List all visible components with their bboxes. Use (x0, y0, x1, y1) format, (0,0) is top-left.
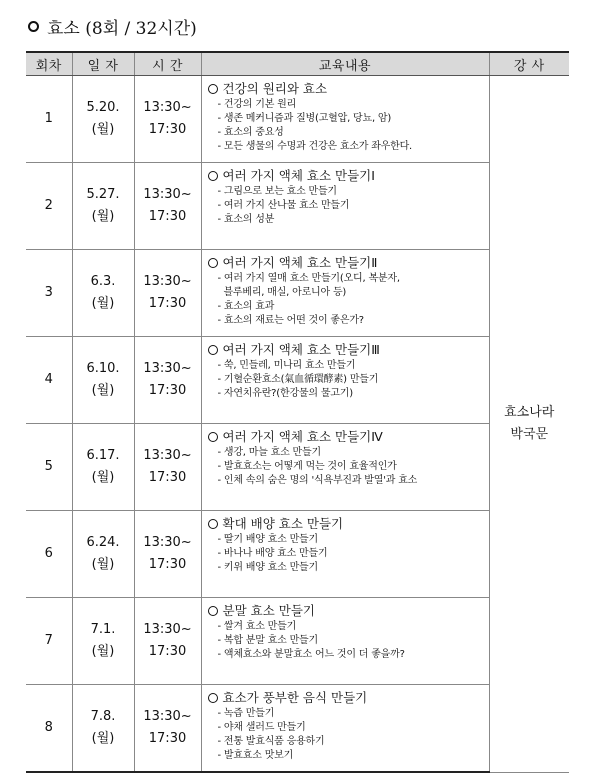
content-item: - 인체 속의 숨은 명의 '식욕부진과 발열'과 효소 (217, 475, 418, 486)
content-item: - 효소의 재료는 어떤 것이 좋은가? (217, 315, 364, 326)
content-cell (201, 424, 489, 511)
content-item: - 녹즙 만들기 (217, 708, 275, 719)
session-number: 5 (26, 424, 72, 511)
circle-bullet-icon (208, 606, 218, 616)
start-time: 13:30~ (143, 274, 192, 289)
content-title-text: 확대 배양 효소 만들기 (222, 516, 344, 531)
start-time: 13:30~ (143, 535, 192, 550)
content-title-text: 여러 가지 액체 효소 만들기Ⅳ (222, 429, 383, 444)
content-title-text: 효소가 풍부한 음식 만들기 (222, 690, 368, 705)
content-item: - 여러 가지 열매 효소 만들기(오디, 복분자, (217, 273, 400, 284)
date-cell (72, 337, 134, 424)
content-item: - 생강, 마늘 효소 만들기 (217, 447, 321, 458)
content-item: - 쌀겨 효소 만들기 (217, 621, 297, 632)
content-title (208, 515, 483, 532)
time-cell (134, 337, 201, 424)
table-header-row (26, 52, 569, 76)
content-list (208, 359, 483, 401)
date-text: 7.8. (90, 709, 116, 724)
end-time: 17:30 (148, 557, 187, 572)
date-cell (72, 250, 134, 337)
content-item: - 야채 샐러드 만들기 (217, 722, 306, 733)
content-item: - 모든 생물의 수명과 건강은 효소가 좌우한다. (217, 141, 413, 152)
circle-bullet-icon (208, 432, 218, 442)
session-number: 1 (26, 76, 72, 163)
circle-bullet-icon (208, 693, 218, 703)
header-session: 회차 (26, 52, 72, 76)
date-cell (72, 685, 134, 773)
end-time: 17:30 (148, 209, 187, 224)
content-cell (201, 511, 489, 598)
circle-bullet-icon (208, 258, 218, 268)
content-list (208, 620, 483, 662)
table-row (26, 685, 569, 773)
page-title-text: 효소 (8회 / 32시간) (47, 18, 197, 39)
date-cell (72, 76, 134, 163)
date-text: 5.27. (86, 187, 120, 202)
content-title (208, 428, 483, 445)
weekday-text: (월) (91, 731, 115, 746)
content-title (208, 167, 483, 184)
date-cell (72, 424, 134, 511)
start-time: 13:30~ (143, 100, 192, 115)
weekday-text: (월) (91, 122, 115, 137)
header-date: 일 자 (72, 52, 134, 76)
date-text: 6.17. (86, 448, 120, 463)
content-item: - 건강의 기본 원리 (217, 99, 297, 110)
content-item: - 딸기 배양 효소 만들기 (217, 534, 318, 545)
instructor-org: 효소나라 (504, 404, 555, 420)
circle-bullet-icon (208, 519, 218, 529)
time-cell (134, 424, 201, 511)
content-item: - 효소의 성분 (217, 214, 275, 225)
content-item: - 발효효소 맛보기 (217, 750, 294, 761)
date-text: 6.3. (90, 274, 116, 289)
content-item: - 효소의 중요성 (217, 127, 284, 138)
content-title-text: 여러 가지 액체 효소 만들기Ⅰ (222, 168, 375, 183)
content-list (208, 185, 483, 227)
content-title-text: 여러 가지 액체 효소 만들기Ⅲ (222, 342, 380, 357)
content-item: - 쑥, 민들레, 미나리 효소 만들기 (217, 360, 356, 371)
end-time: 17:30 (148, 383, 187, 398)
content-title (208, 602, 483, 619)
date-text: 6.24. (86, 535, 120, 550)
content-item: - 생존 메커니즘과 질병(고혈압, 당뇨, 암) (217, 113, 392, 124)
session-number: 4 (26, 337, 72, 424)
schedule-table (26, 51, 569, 773)
date-text: 6.10. (86, 361, 120, 376)
weekday-text: (월) (91, 644, 115, 659)
content-item: - 기혈순환효소(氣血循環酵素) 만들기 (217, 374, 379, 385)
instructor-name: 박국문 (510, 426, 549, 442)
content-item: - 자연치유란?(한강물의 물고기) (217, 388, 353, 399)
time-cell (134, 163, 201, 250)
start-time: 13:30~ (143, 622, 192, 637)
weekday-text: (월) (91, 383, 115, 398)
content-title-text: 여러 가지 액체 효소 만들기Ⅱ (222, 255, 378, 270)
end-time: 17:30 (148, 122, 187, 137)
time-cell (134, 250, 201, 337)
time-cell (134, 76, 201, 163)
table-row (26, 76, 569, 163)
start-time: 13:30~ (143, 187, 192, 202)
content-list (208, 272, 483, 328)
content-item: - 발효효소는 어떻게 먹는 것이 효율적인가 (217, 461, 397, 472)
header-time: 시 간 (134, 52, 201, 76)
content-title (208, 341, 483, 358)
content-cell (201, 337, 489, 424)
content-list (208, 533, 483, 575)
weekday-text: (월) (91, 209, 115, 224)
table-row (26, 511, 569, 598)
date-text: 5.20. (86, 100, 120, 115)
content-cell (201, 76, 489, 163)
page-title (28, 14, 197, 38)
end-time: 17:30 (148, 644, 187, 659)
content-item: 블루베리, 매실, 아로니아 등) (217, 287, 347, 298)
circle-bullet-icon (208, 345, 218, 355)
content-title (208, 254, 483, 271)
session-number: 3 (26, 250, 72, 337)
end-time: 17:30 (148, 470, 187, 485)
content-item: - 전통 발효식품 응용하기 (217, 736, 325, 747)
date-cell (72, 511, 134, 598)
content-item: - 바나나 배양 효소 만들기 (217, 548, 328, 559)
content-title (208, 689, 483, 706)
content-title-text: 건강의 원리와 효소 (222, 81, 328, 96)
content-item: - 복합 분말 효소 만들기 (217, 635, 318, 646)
content-cell (201, 250, 489, 337)
session-number: 8 (26, 685, 72, 773)
end-time: 17:30 (148, 296, 187, 311)
content-item: - 효소의 효과 (217, 301, 275, 312)
start-time: 13:30~ (143, 361, 192, 376)
start-time: 13:30~ (143, 709, 192, 724)
session-number: 2 (26, 163, 72, 250)
table-row (26, 250, 569, 337)
content-item: - 여러 가지 산나물 효소 만들기 (217, 200, 350, 211)
weekday-text: (월) (91, 470, 115, 485)
start-time: 13:30~ (143, 448, 192, 463)
weekday-text: (월) (91, 296, 115, 311)
circle-bullet-icon (208, 171, 218, 181)
time-cell (134, 685, 201, 773)
table-row (26, 598, 569, 685)
circle-bullet-icon (208, 84, 218, 94)
content-item: - 그림으로 보는 효소 만들기 (217, 186, 337, 197)
content-cell (201, 685, 489, 773)
content-list (208, 98, 483, 154)
date-cell (72, 598, 134, 685)
time-cell (134, 598, 201, 685)
circle-bullet-icon (28, 21, 39, 32)
content-item: - 키위 배양 효소 만들기 (217, 562, 318, 573)
header-content: 교육내용 (201, 52, 489, 76)
table-row (26, 337, 569, 424)
content-item: - 액체효소와 분말효소 어느 것이 더 좋을까? (217, 649, 405, 660)
content-cell (201, 598, 489, 685)
date-text: 7.1. (90, 622, 116, 637)
content-list (208, 707, 483, 763)
instructor-cell (489, 76, 569, 773)
content-cell (201, 163, 489, 250)
content-list (208, 446, 483, 488)
weekday-text: (월) (91, 557, 115, 572)
content-title-text: 분말 효소 만들기 (222, 603, 315, 618)
time-cell (134, 511, 201, 598)
session-number: 7 (26, 598, 72, 685)
table-row (26, 424, 569, 511)
content-title (208, 80, 483, 97)
end-time: 17:30 (148, 731, 187, 746)
date-cell (72, 163, 134, 250)
header-instructor: 강 사 (489, 52, 569, 76)
table-row (26, 163, 569, 250)
session-number: 6 (26, 511, 72, 598)
